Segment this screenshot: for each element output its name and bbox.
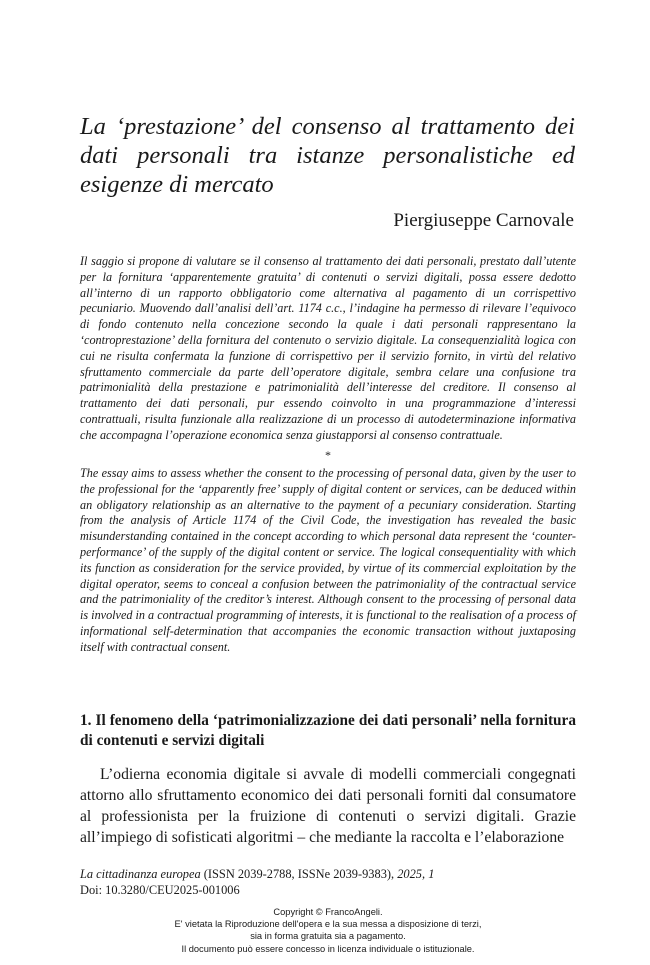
journal-citation <box>80 867 576 883</box>
article-title: La ‘prestazione’ del consenso al trattamento dei dati personali tra istanze personalistiche ed esigenze di mercato <box>80 113 575 198</box>
copyright-line: Copyright © FrancoAngeli. <box>273 907 383 917</box>
copyright-line: sia in forma gratuita sia a pagamento. <box>250 931 406 942</box>
footer-citation <box>80 867 576 898</box>
journal-issue: 2025, 1 <box>397 867 435 881</box>
copyright-line: E' vietata la Riproduzione dell'opera e la sua messa a disposizione di terzi, <box>174 919 482 930</box>
article-author: Piergiuseppe Carnovale <box>393 210 574 231</box>
journal-name: La cittadinanza europea <box>80 867 201 881</box>
abstract-english: The essay aims to assess whether the consent to the processing of personal data, given by the user to the professional for the ‘apparently free’ supply of digital content or services, can be deduced within an obligatory relationship as an alternative to the payment of a pecuniary consideration. Starting from the analysis of Article 1174 of the Civil Code, the investigation has revealed the basic misunderstanding contained in the concept according to which personal data represent the ‘counter-performance’ of the supply of the digital content or service. The logical consequentiality with which its function as consideration for the service provided, by virtue of its commercial exploitation by the digital operator, seems to conceal a confusion between the patrimoniality of the contractual service and the patrimoniality of the creditor’s interest. Although consent to the processing of personal data is involved in a contractual programming of interests, it is functional to the realisation of a process of informational self-determination that accompanies the economic transaction without juxtaposing itself with contractual consent. <box>80 466 576 654</box>
section-heading: 1. Il fenomeno della ‘patrimonializzazione dei dati personali’ nella fornitura di contenuti e servizi digitali <box>80 712 576 749</box>
body-paragraph: L’odierna economia digitale si avvale di modelli commerciali congegnati attorno allo sfruttamento economico dei dati personali forniti dal consumatore al professionista per la fruizione di contenuti o servizi digitali. Grazie all’impiego di sofisticati algoritmi – che mediante la raccolta e l’elaborazione <box>80 766 576 846</box>
doi: Doi: 10.3280/CEU2025-001006 <box>80 882 240 897</box>
abstract-italian: Il saggio si propone di valutare se il consenso al trattamento dei dati personali, prestato dall’utente per la fornitura ‘apparentemente gratuita’ di contenuti o servizi digitali, possa essere dedotto all’interno di un rapporto obbligatorio come alternativa al pagamento di un corrispettivo pecuniario. Muovendo dall’analisi dell’art. 1174 c.c., l’indagine ha permesso di rilevare l’equivoco di fondo contenuto nella concezione secondo la quale i dati personali rappresentano la ‘controprestazione’ della fornitura del contenuto o servizio digitale. La consequenzialità logica con cui ne risulta confermata la funzione di corrispettivo per il servizio fornito, in virtù del relativo sfruttamento commerciale da parte dell’operatore digitale, sembra celare una confusione tra patrimonialità della prestazione e patrimonialità dell’interesse del creditore. Il consenso al trattamento dei dati personali, pur essendo coinvolto in una programmazione d’interessi contrattuali, risulta funzionale alla realizzazione di un processo di autodeterminazione informativa che accompagna l’operazione economica senza giustapporsi al consenso contrattuale. <box>80 254 576 442</box>
copyright-notice <box>80 906 576 955</box>
copyright-line: Il documento può essere concesso in licenza individuale o istituzionale. <box>181 943 475 954</box>
journal-issn: (ISSN 2039-2788, ISSNe 2039-9383), <box>200 867 398 881</box>
abstract-separator: * <box>325 448 331 462</box>
